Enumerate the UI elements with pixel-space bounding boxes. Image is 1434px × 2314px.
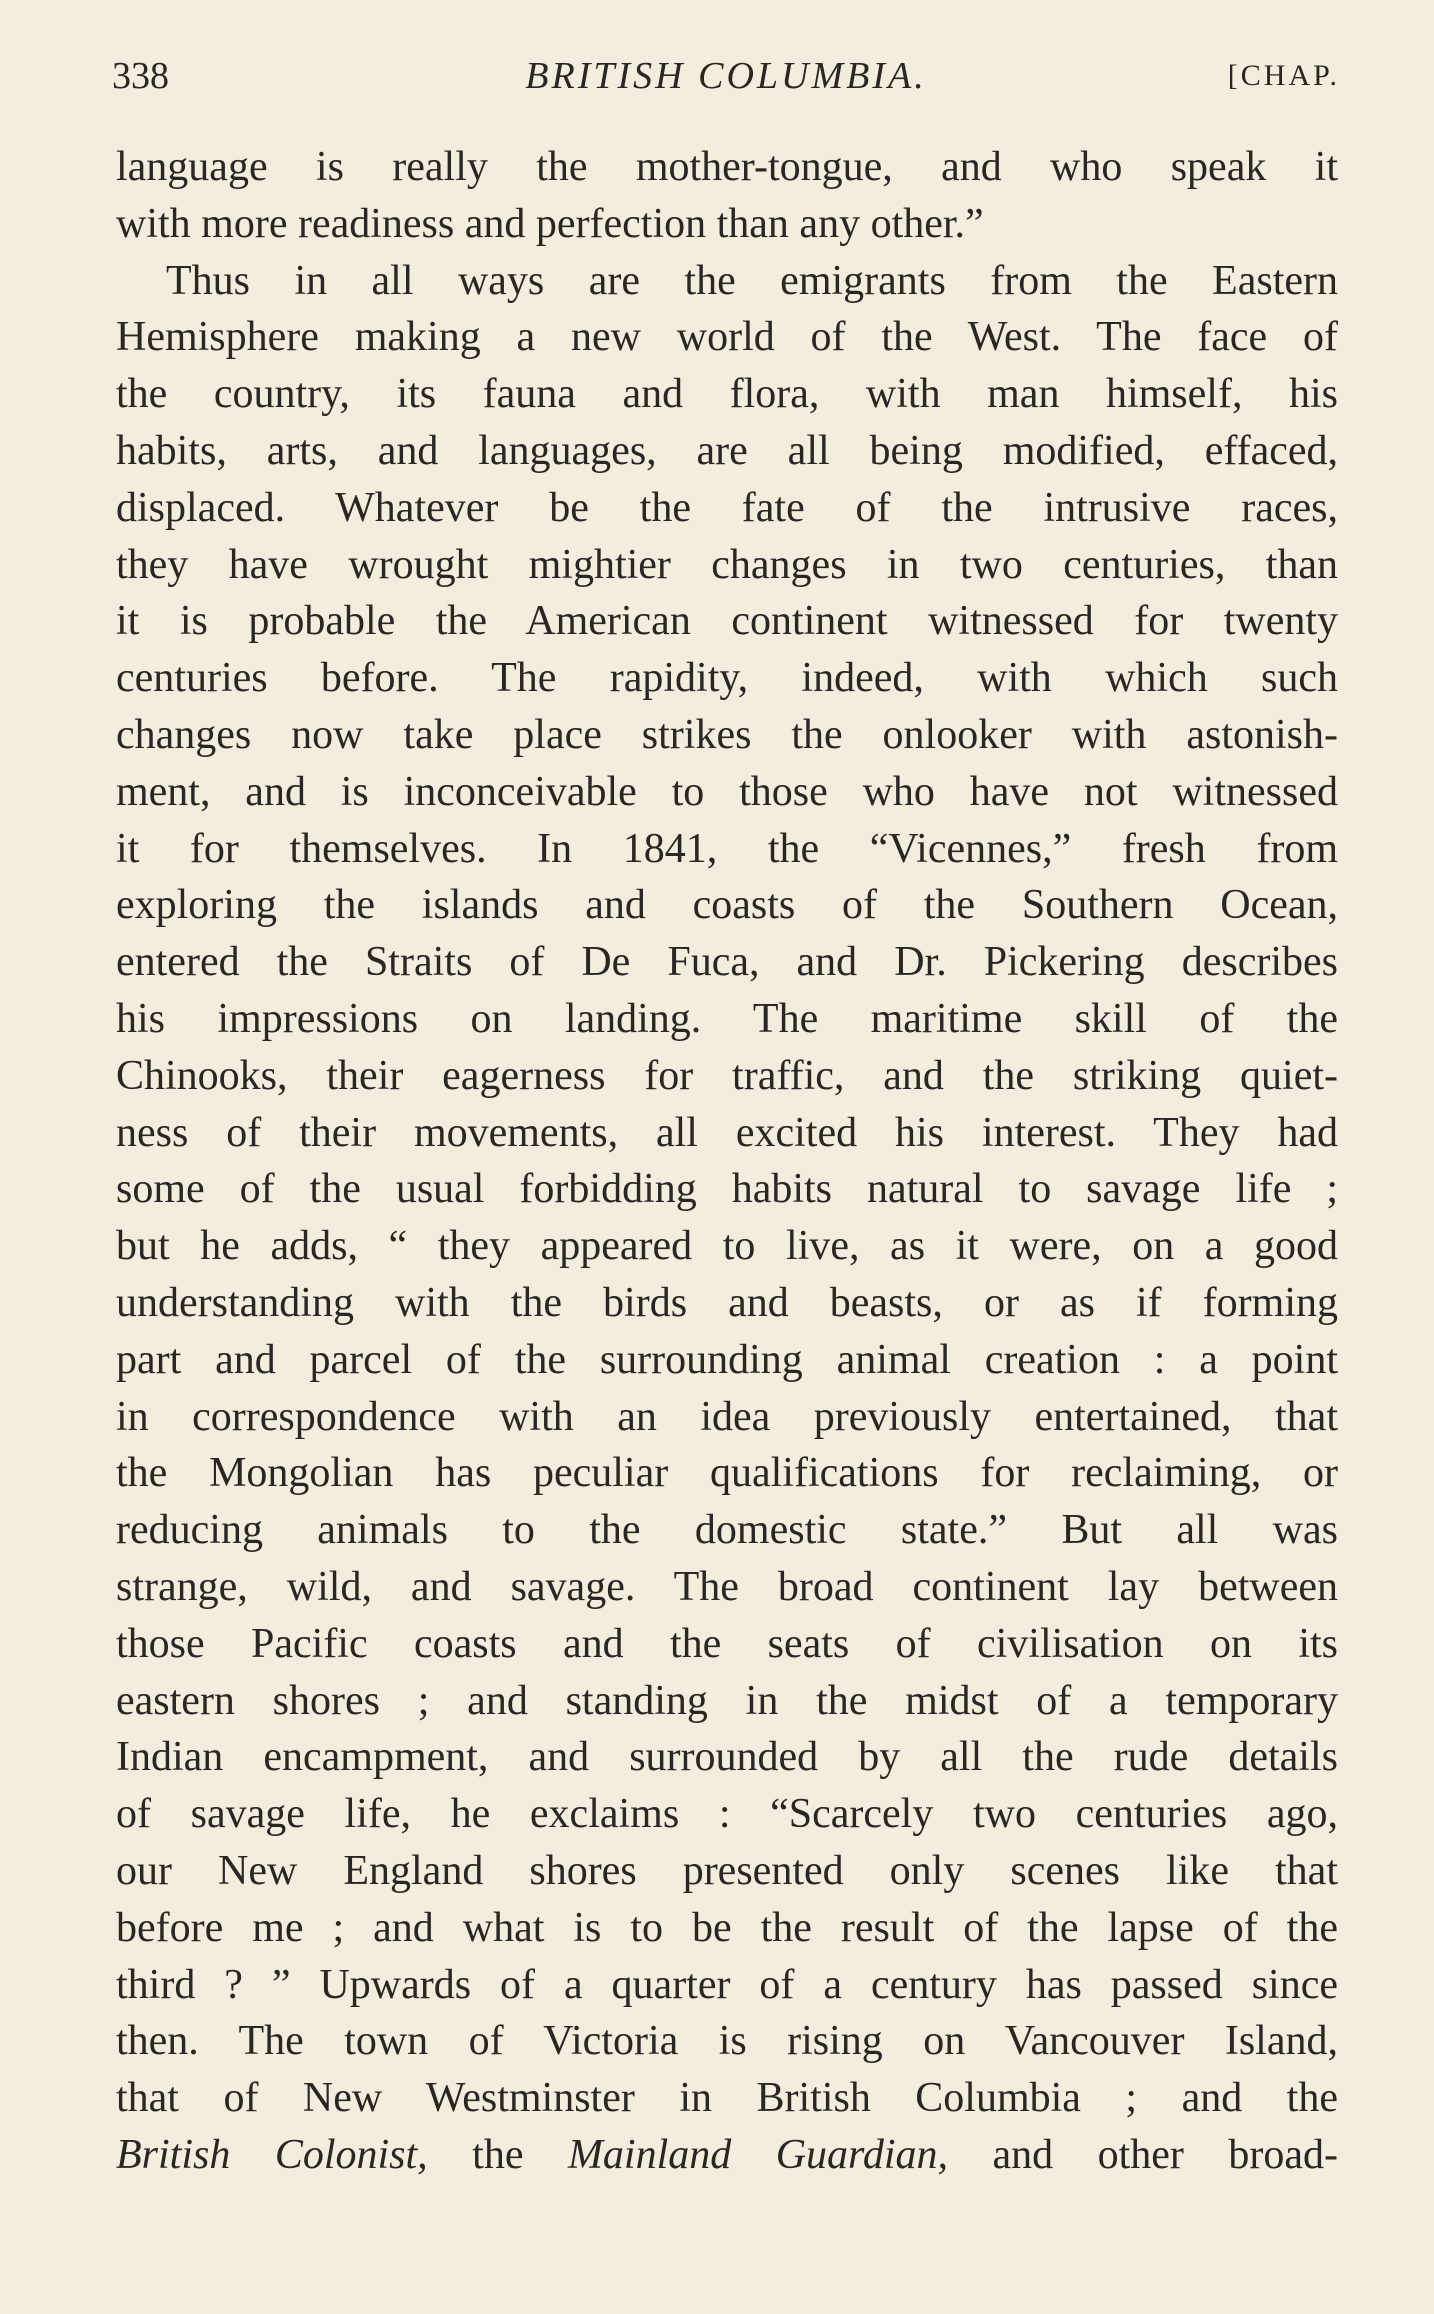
- text-run: ment, and is inconceivable to those who have not witnessed: [116, 768, 1338, 815]
- text-line: [116, 1105, 1338, 1162]
- italic-text: Mainland Guardian,: [567, 2131, 949, 2178]
- text-run: then. The town of Victoria is rising on Vancouver Island,: [116, 2018, 1338, 2065]
- body-text: [116, 139, 1338, 2184]
- text-run: the Mongolian has peculiar qualifications for reclaiming, or: [116, 1450, 1338, 1497]
- chapter-mark: [CHAP.: [1227, 59, 1340, 92]
- text-run: ness of their movements, all excited his interest. They had: [116, 1109, 1338, 1156]
- text-line: [116, 1445, 1338, 1502]
- text-line: [116, 991, 1338, 1048]
- text-run: Indian encampment, and surrounded by all the rude details: [116, 1734, 1338, 1781]
- running-title: BRITISH COLUMBIA.: [525, 55, 927, 97]
- text-run: his impressions on landing. The maritime skill of the: [116, 995, 1338, 1042]
- running-head: [112, 46, 1340, 106]
- text-line: [116, 1332, 1338, 1389]
- text-run: understanding with the birds and beasts, or as if forming: [116, 1279, 1338, 1326]
- text-run: of savage life, he exclaims : “Scarcely two centuries ago,: [116, 1791, 1338, 1838]
- text-line: [116, 2127, 1338, 2184]
- text-run: strange, wild, and savage. The broad continent lay between: [116, 1563, 1338, 1610]
- text-line: [116, 1389, 1338, 1446]
- text-run: the: [427, 2131, 568, 2178]
- page-number: 338: [112, 55, 169, 97]
- text-run: before me ; and what is to be the result of the lapse of the: [116, 1904, 1338, 1951]
- text-run: and other broad-: [948, 2131, 1338, 2178]
- text-line: [116, 196, 1338, 253]
- text-line: [116, 2013, 1338, 2070]
- text-line: [116, 1616, 1338, 1673]
- text-line: [116, 1786, 1338, 1843]
- text-line: [116, 1843, 1338, 1900]
- text-line: [116, 1957, 1338, 2014]
- text-run: some of the usual forbidding habits natural to savage life ;: [116, 1166, 1338, 1213]
- text-run: in correspondence with an idea previously entertained, that: [116, 1393, 1338, 1440]
- text-line: [116, 593, 1338, 650]
- text-run: centuries before. The rapidity, indeed, with which such: [116, 655, 1338, 702]
- text-line: [116, 707, 1338, 764]
- text-run: with more readiness and perfection than any other.”: [116, 200, 984, 247]
- text-line: [116, 1559, 1338, 1616]
- text-run: language is really the mother-tongue, and who speak it: [116, 144, 1338, 190]
- text-line: [116, 1218, 1338, 1275]
- text-run: Hemisphere making a new world of the West. The face of: [116, 314, 1338, 361]
- text-line: [116, 423, 1338, 480]
- text-line: [116, 1275, 1338, 1332]
- text-run: exploring the islands and coasts of the Southern Ocean,: [116, 882, 1338, 929]
- text-line: [116, 253, 1338, 310]
- text-line: [116, 1729, 1338, 1786]
- text-line: [116, 764, 1338, 821]
- text-run: our New England shores presented only scenes like that: [116, 1847, 1338, 1894]
- text-run: reducing animals to the domestic state.” But all was: [116, 1507, 1338, 1554]
- text-run: Thus in all ways are the emigrants from the Eastern: [166, 257, 1338, 304]
- text-line: [116, 309, 1338, 366]
- text-line: [116, 934, 1338, 991]
- text-run: those Pacific coasts and the seats of civilisation on its: [116, 1620, 1338, 1667]
- text-run: eastern shores ; and standing in the midst of a temporary: [116, 1677, 1338, 1724]
- text-line: [116, 1502, 1338, 1559]
- text-run: Chinooks, their eagerness for traffic, and the striking quiet-: [116, 1052, 1338, 1099]
- text-run: they have wrought mightier changes in two centuries, than: [116, 541, 1338, 588]
- text-line: [116, 480, 1338, 537]
- text-line: [116, 139, 1338, 196]
- text-run: entered the Straits of De Fuca, and Dr. Pickering describes: [116, 939, 1338, 986]
- text-line: [116, 821, 1338, 878]
- text-run: displaced. Whatever be the fate of the intrusive races,: [116, 484, 1338, 531]
- text-line: [116, 877, 1338, 934]
- text-run: third ? ” Upwards of a quarter of a century has passed since: [116, 1961, 1338, 2008]
- text-run: it for themselves. In 1841, the “Vicennes,” fresh from: [116, 825, 1338, 872]
- text-run: part and parcel of the surrounding animal creation : a point: [116, 1336, 1338, 1383]
- text-line: [116, 1161, 1338, 1218]
- text-line: [116, 366, 1338, 423]
- text-line: [116, 1048, 1338, 1105]
- text-line: [116, 2070, 1338, 2127]
- text-run: habits, arts, and languages, are all being modified, effaced,: [116, 427, 1338, 474]
- italic-text: British Colonist,: [116, 2131, 428, 2178]
- text-run: but he adds, “ they appeared to live, as it were, on a good: [116, 1223, 1338, 1270]
- text-line: [116, 1673, 1338, 1730]
- text-line: [116, 650, 1338, 707]
- text-run: it is probable the American continent witnessed for twenty: [116, 598, 1338, 645]
- text-run: the country, its fauna and flora, with man himself, his: [116, 371, 1338, 418]
- text-line: [116, 1900, 1338, 1957]
- text-run: that of New Westminster in British Columbia ; and the: [116, 2075, 1338, 2122]
- text-run: changes now take place strikes the onlooker with astonish-: [116, 711, 1338, 758]
- text-line: [116, 537, 1338, 594]
